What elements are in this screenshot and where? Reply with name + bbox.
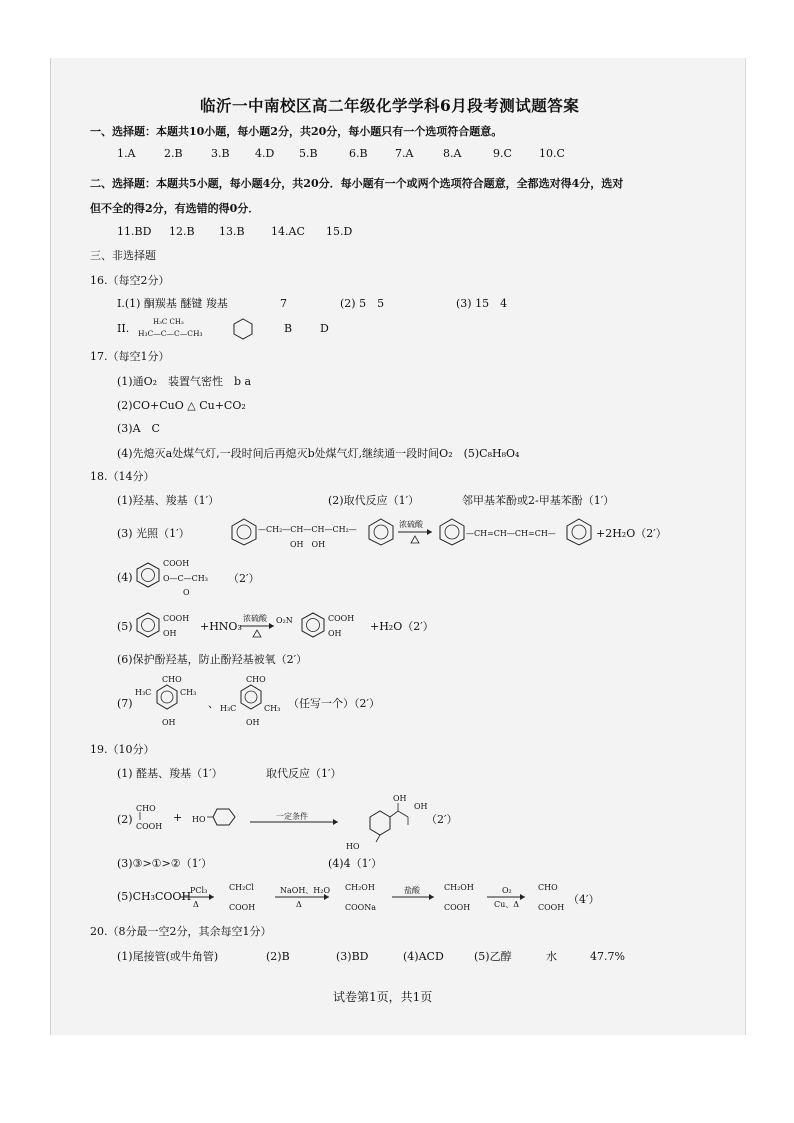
q16-ans-d: D [320,322,329,335]
answer-5: 5.B [299,147,318,160]
nitro-salicylic-ring [300,612,326,638]
q19-long-arrow [250,819,342,827]
q18-diol-oh: OH OH [290,540,326,549]
reaction-arrow [398,531,434,545]
q16-ans-2: (2) 5 5 [340,297,385,310]
q19-condition: 一定条件 [276,812,308,821]
q19-m3a: CH₂OH [444,883,474,892]
benzene-ring-1 [230,518,258,546]
q17-ans-4: (4)先熄灭a处煤气灯,一段时间后再熄灭b处煤气灯,继续通一段时间O₂ (5)C₈H₈O₄ [117,447,520,460]
answer-6: 6.B [349,147,368,160]
q18-isomer1-cho: CHO [162,675,182,684]
q19-m1b: COOH [229,903,256,912]
q19-ans-3: (3)③>①>②（1′） [117,857,213,870]
q18-isomer2-ch3: CH₃ [264,704,281,713]
q19-arrow-4 [487,895,529,901]
q19-ans-4: (4)4（1′） [328,857,383,870]
q19-r4: O₂ [502,886,512,895]
answer-11: 11.BD [117,225,152,238]
salicylic-acid-ring [135,612,161,638]
q19-product-oh-2: OH [414,802,428,811]
sec2-answers [117,225,352,239]
q19-ans-5-score: （4′） [568,893,600,906]
sec1-heading: 一、选择题：本题共10小题，每小题2分，共20分，每小题只有一个选项符合题意。 [90,125,503,138]
cyclohexane-structure [232,318,254,340]
q18-diene-chain: —CH=CH—CH=CH— [466,529,556,538]
q19-bond-1 [139,812,143,821]
q17-ans-2: (2)CO+CuO △ Cu+CO₂ [117,399,246,412]
q18-aspirin-o: O [183,588,190,597]
answer-3: 3.B [211,147,230,160]
q18-isomer2-cho: CHO [246,675,266,684]
isomer1-ring [155,684,179,710]
q18-ans-5-label: (5) [117,620,133,633]
q20-ans-6: 水 [546,950,557,963]
q19-ans-1b: 取代反应（1′） [266,767,342,780]
q16-part2-label: II. [117,322,130,335]
nitration-arrow [240,625,276,639]
q19-glyoxylic-cooh: COOH [136,822,163,831]
answer-13: 13.B [219,225,245,238]
q18-head: 18.（14分） [90,470,155,483]
q19-plus: + [173,811,183,824]
q18-aspirin-ester: O—C—CH₃ [163,574,208,583]
q18-ans-4-label: (4) [117,571,133,584]
q19-ans-2-score: （2′） [426,813,458,826]
answer-12: 12.B [169,225,195,238]
q19-product-ho: HO [346,842,360,851]
sec2-heading-2: 但不全的得2分，有选错的得0分． [90,202,260,215]
answer-2: 2.B [164,147,183,160]
q19-r3: 盐酸 [404,886,420,895]
answer-7: 7.A [395,147,414,160]
q18-aspirin-cooh: COOH [163,559,190,568]
sec1-answers [117,147,565,161]
q18-ans-2: (2)取代反应（1′） [328,494,420,507]
benzene-ring-2 [367,518,395,546]
q16-head: 16.（每空2分） [90,274,170,287]
q18-ans-5-tail: +H₂O（2′） [370,620,434,633]
q18-ans-7-label: (7) [117,697,133,710]
q18-ans-3: (3) 光照（1′） [117,527,190,540]
q19-ans-1: (1) 醛基、羧基（1′） [117,767,223,780]
q18-nitro-oh: OH [328,629,342,638]
sec2-heading-1: 二、选择题：本题共5小题，每小题4分，共20分．每小题有一个或两个选项符合题意，全都选对得4分，选对 [90,177,624,190]
phenol-ring [207,806,239,828]
q18-ans-7-tail: （任写一个）（2′） [288,697,380,710]
q20-ans-4: (4)ACD [403,950,444,963]
answer-1: 1.A [117,147,136,160]
q19-m4b: COOH [538,903,565,912]
q18-isomer1-ch3: CH₃ [180,688,197,697]
q18-isomer1-oh: OH [162,718,176,727]
q18-diol-chain: —CH₂—CH—CH—CH₂— [258,525,357,534]
q19-r4b: Cu、Δ [494,900,520,909]
q18-nitro-cooh: COOH [328,614,355,623]
q19-m2a: CH₂OH [345,883,375,892]
q19-product-oh-1: OH [393,794,407,803]
q20-ans-5: (5)乙醇 [474,950,512,963]
sec3-heading: 三、非选择题 [90,249,156,262]
q18-ans-5-plus: +HNO₃ [200,620,242,633]
answer-15: 15.D [326,225,353,238]
q17-ans-3: (3)A C [117,422,160,435]
q18-reagent-h2so4: 浓硫酸 [399,520,423,529]
q19-r2b: Δ [296,900,302,909]
q20-ans-1: (1)尾接管(或牛角管) [117,950,219,963]
q18-ans-4-score: （2′） [228,572,260,585]
q16-struct-main: H₃C—C—C—CH₃ [138,329,203,338]
q19-m4a: CHO [538,883,558,892]
q19-r2: NaOH、H₂O [280,886,331,895]
answer-10: 10.C [539,147,565,160]
q20-ans-7: 47.7% [590,950,625,963]
q18-ans-2b: 邻甲基苯酚或2-甲基苯酚（1′） [462,494,615,507]
q17-head: 17.（每空1分） [90,350,170,363]
q18-ans-1: (1)羟基、羧基（1′） [117,494,220,507]
q19-ans-5-start: (5)CH₃COOH [117,890,192,903]
q20-ans-3: (3)BD [336,950,369,963]
q18-salicylic-oh: OH [163,629,177,638]
q17-ans-1: (1)通O₂ 装置气密性 b a [117,375,252,388]
q18-isomer-separator: 、 [208,697,219,710]
page-footer: 试卷第1页，共1页 [333,990,433,1004]
q19-r1: PCl₃ [190,886,208,895]
q18-isomer2-h3c: H₃C [220,704,237,713]
benzene-ring-3 [438,518,466,546]
benzene-ring-4 [565,518,593,546]
aspirin-ring [135,562,161,588]
answer-8: 8.A [443,147,462,160]
q19-glyoxylic-cho: CHO [136,804,156,813]
q20-ans-2: (2)B [266,950,290,963]
q19-m2b: COONa [345,903,377,912]
q20-head: 20.（8分最一空2分，其余每空1分） [90,925,272,938]
q19-phenol-ho: HO [192,815,206,824]
q19-head: 19.（10分） [90,743,155,756]
q18-isomer1-h3c: H₃C [135,688,152,697]
page-title: 临沂一中南校区高二年级化学学科6月段考测试题答案 [200,96,580,115]
q19-ans-2-label: (2) [117,813,133,826]
q18-ans-6: (6)保护酚羟基，防止酚羟基被氧（2′） [117,653,308,666]
q18-nitro-label: O₂N [276,616,293,625]
q16-ans-1b: 7 [280,297,287,310]
q18-isomer2-oh: OH [246,718,260,727]
q19-arrow-1 [180,895,218,901]
q19-m3b: COOH [444,903,471,912]
answer-14: 14.AC [271,225,305,238]
q18-salicylic-cooh: COOH [163,614,190,623]
q19-arrow-3 [392,895,438,901]
q16-struct-top: H₃C CH₃ [153,318,184,326]
isomer2-ring [239,684,263,710]
q19-m1a: CH₂Cl [229,883,254,892]
answer-9: 9.C [493,147,512,160]
answer-4: 4.D [255,147,275,160]
q19-arrow-2 [275,895,333,901]
q19-r1b: Δ [193,900,199,909]
q16-ans-1: I.(1) 酮羰基 醚键 羧基 [117,297,228,310]
q18-ans-3-tail: +2H₂O（2′） [596,527,667,540]
q16-ans-b: B [284,322,293,335]
q16-ans-3: (3) 15 4 [456,297,508,310]
q18-nitration-reagent: 浓硫酸 [243,614,267,623]
